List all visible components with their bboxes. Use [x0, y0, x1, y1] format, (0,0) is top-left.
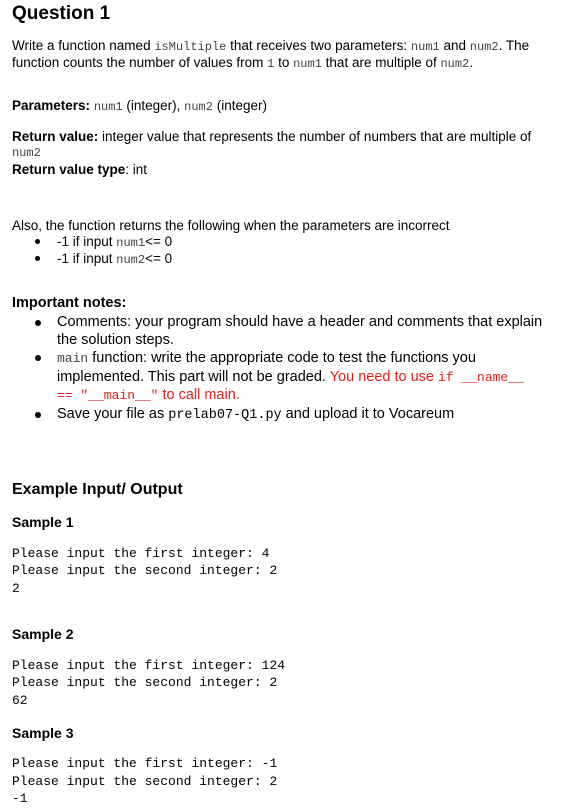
sample-result: 2 — [12, 581, 20, 596]
intro-text: that are multiple of — [321, 55, 441, 70]
bullet-icon — [35, 256, 40, 261]
item-text: -1 if input — [57, 234, 117, 249]
sample-result: 62 — [12, 693, 28, 708]
intro-text: to — [274, 55, 294, 70]
also-text: Also, the function returns the following when the parameters are incorrect — [12, 218, 450, 233]
note-red-code: == "__main__" — [57, 388, 159, 403]
item-text: -1 if input — [57, 251, 117, 266]
note-1-line-1: Comments: your program should have a header and comments that explain — [57, 314, 543, 330]
sample-output-line: Please input the first integer: 4 — [12, 546, 270, 561]
intro-text: . — [469, 55, 474, 70]
return-type-text: : int — [125, 162, 148, 177]
file-name: prelab07-Q1.py — [168, 408, 282, 423]
param-type: (integer), — [122, 98, 185, 113]
function-name: isMultiple — [154, 40, 227, 54]
sample-output-line: Please input the first integer: -1 — [12, 756, 278, 771]
return-type-label: Return value type — [12, 162, 126, 177]
return-value-label: Return value: — [12, 129, 99, 144]
sample-output-line: Please input the second integer: 2 — [12, 563, 278, 578]
sample-title: Sample 3 — [12, 725, 74, 741]
intro-line-2 — [12, 54, 473, 73]
code-one: 1 — [267, 57, 275, 71]
note-text: function: write the appropriate code to test the functions you — [88, 350, 476, 366]
sample-title: Sample 1 — [12, 514, 74, 530]
intro-text: that receives two parameters: — [226, 38, 411, 53]
return-value-var: num2 — [12, 146, 41, 160]
sample-title: Sample 2 — [12, 626, 74, 642]
intro-text: and — [439, 38, 470, 53]
note-2-line-3 — [57, 386, 240, 405]
note-text: Save your file as — [57, 406, 169, 422]
item-text: <= 0 — [145, 234, 173, 249]
intro-text: Write a function named — [12, 38, 155, 53]
bullet-icon — [35, 239, 40, 244]
param-num2: num2 — [440, 57, 470, 71]
item-text: <= 0 — [145, 251, 173, 266]
item-code: num1 — [116, 236, 146, 250]
note-1-line-2: the solution steps. — [57, 332, 174, 348]
return-value-text: integer value that represents the number of numbers that are multiple of — [98, 129, 532, 144]
param-num1: num1 — [293, 57, 322, 71]
bullet-icon — [35, 355, 41, 361]
note-text: and upload it to Vocareum — [281, 406, 455, 422]
param-type: (integer) — [212, 98, 267, 113]
param-num2: num2 — [469, 40, 499, 54]
sample-output-line: Please input the second integer: 2 — [12, 774, 278, 789]
item-code: num2 — [116, 253, 146, 267]
note-red-text: You need to use — [329, 369, 439, 385]
sample-output-line: Please input the second integer: 2 — [12, 675, 278, 690]
also-item-2 — [57, 250, 172, 269]
sample-output-line: Please input the first integer: 124 — [12, 658, 286, 673]
note-3 — [57, 405, 454, 425]
intro-text: . The — [498, 38, 530, 53]
bullet-icon — [35, 320, 41, 326]
param-num2: num2 — [184, 100, 213, 114]
notes-heading: Important notes: — [12, 295, 127, 311]
param-num1: num1 — [410, 40, 440, 54]
parameters-line — [12, 97, 267, 116]
examples-heading: Example Input/ Output — [12, 481, 183, 498]
sample-result: -1 — [12, 791, 28, 806]
intro-text: function counts the number of values from — [12, 55, 268, 70]
note-red-code: if __name__ — [438, 370, 524, 385]
note-2-line-1 — [57, 349, 476, 368]
bullet-icon — [35, 412, 41, 418]
return-value-line — [12, 128, 531, 145]
main-code: main — [57, 351, 89, 366]
param-num1: num1 — [93, 100, 123, 114]
note-red-text: to call main. — [158, 387, 240, 403]
note-2-line-2 — [57, 368, 524, 387]
parameters-label: Parameters: — [12, 98, 91, 113]
page-title: Question 1 — [12, 3, 111, 24]
return-type-line — [12, 161, 147, 178]
note-text: implemented. This part will not be graded. — [57, 369, 330, 385]
